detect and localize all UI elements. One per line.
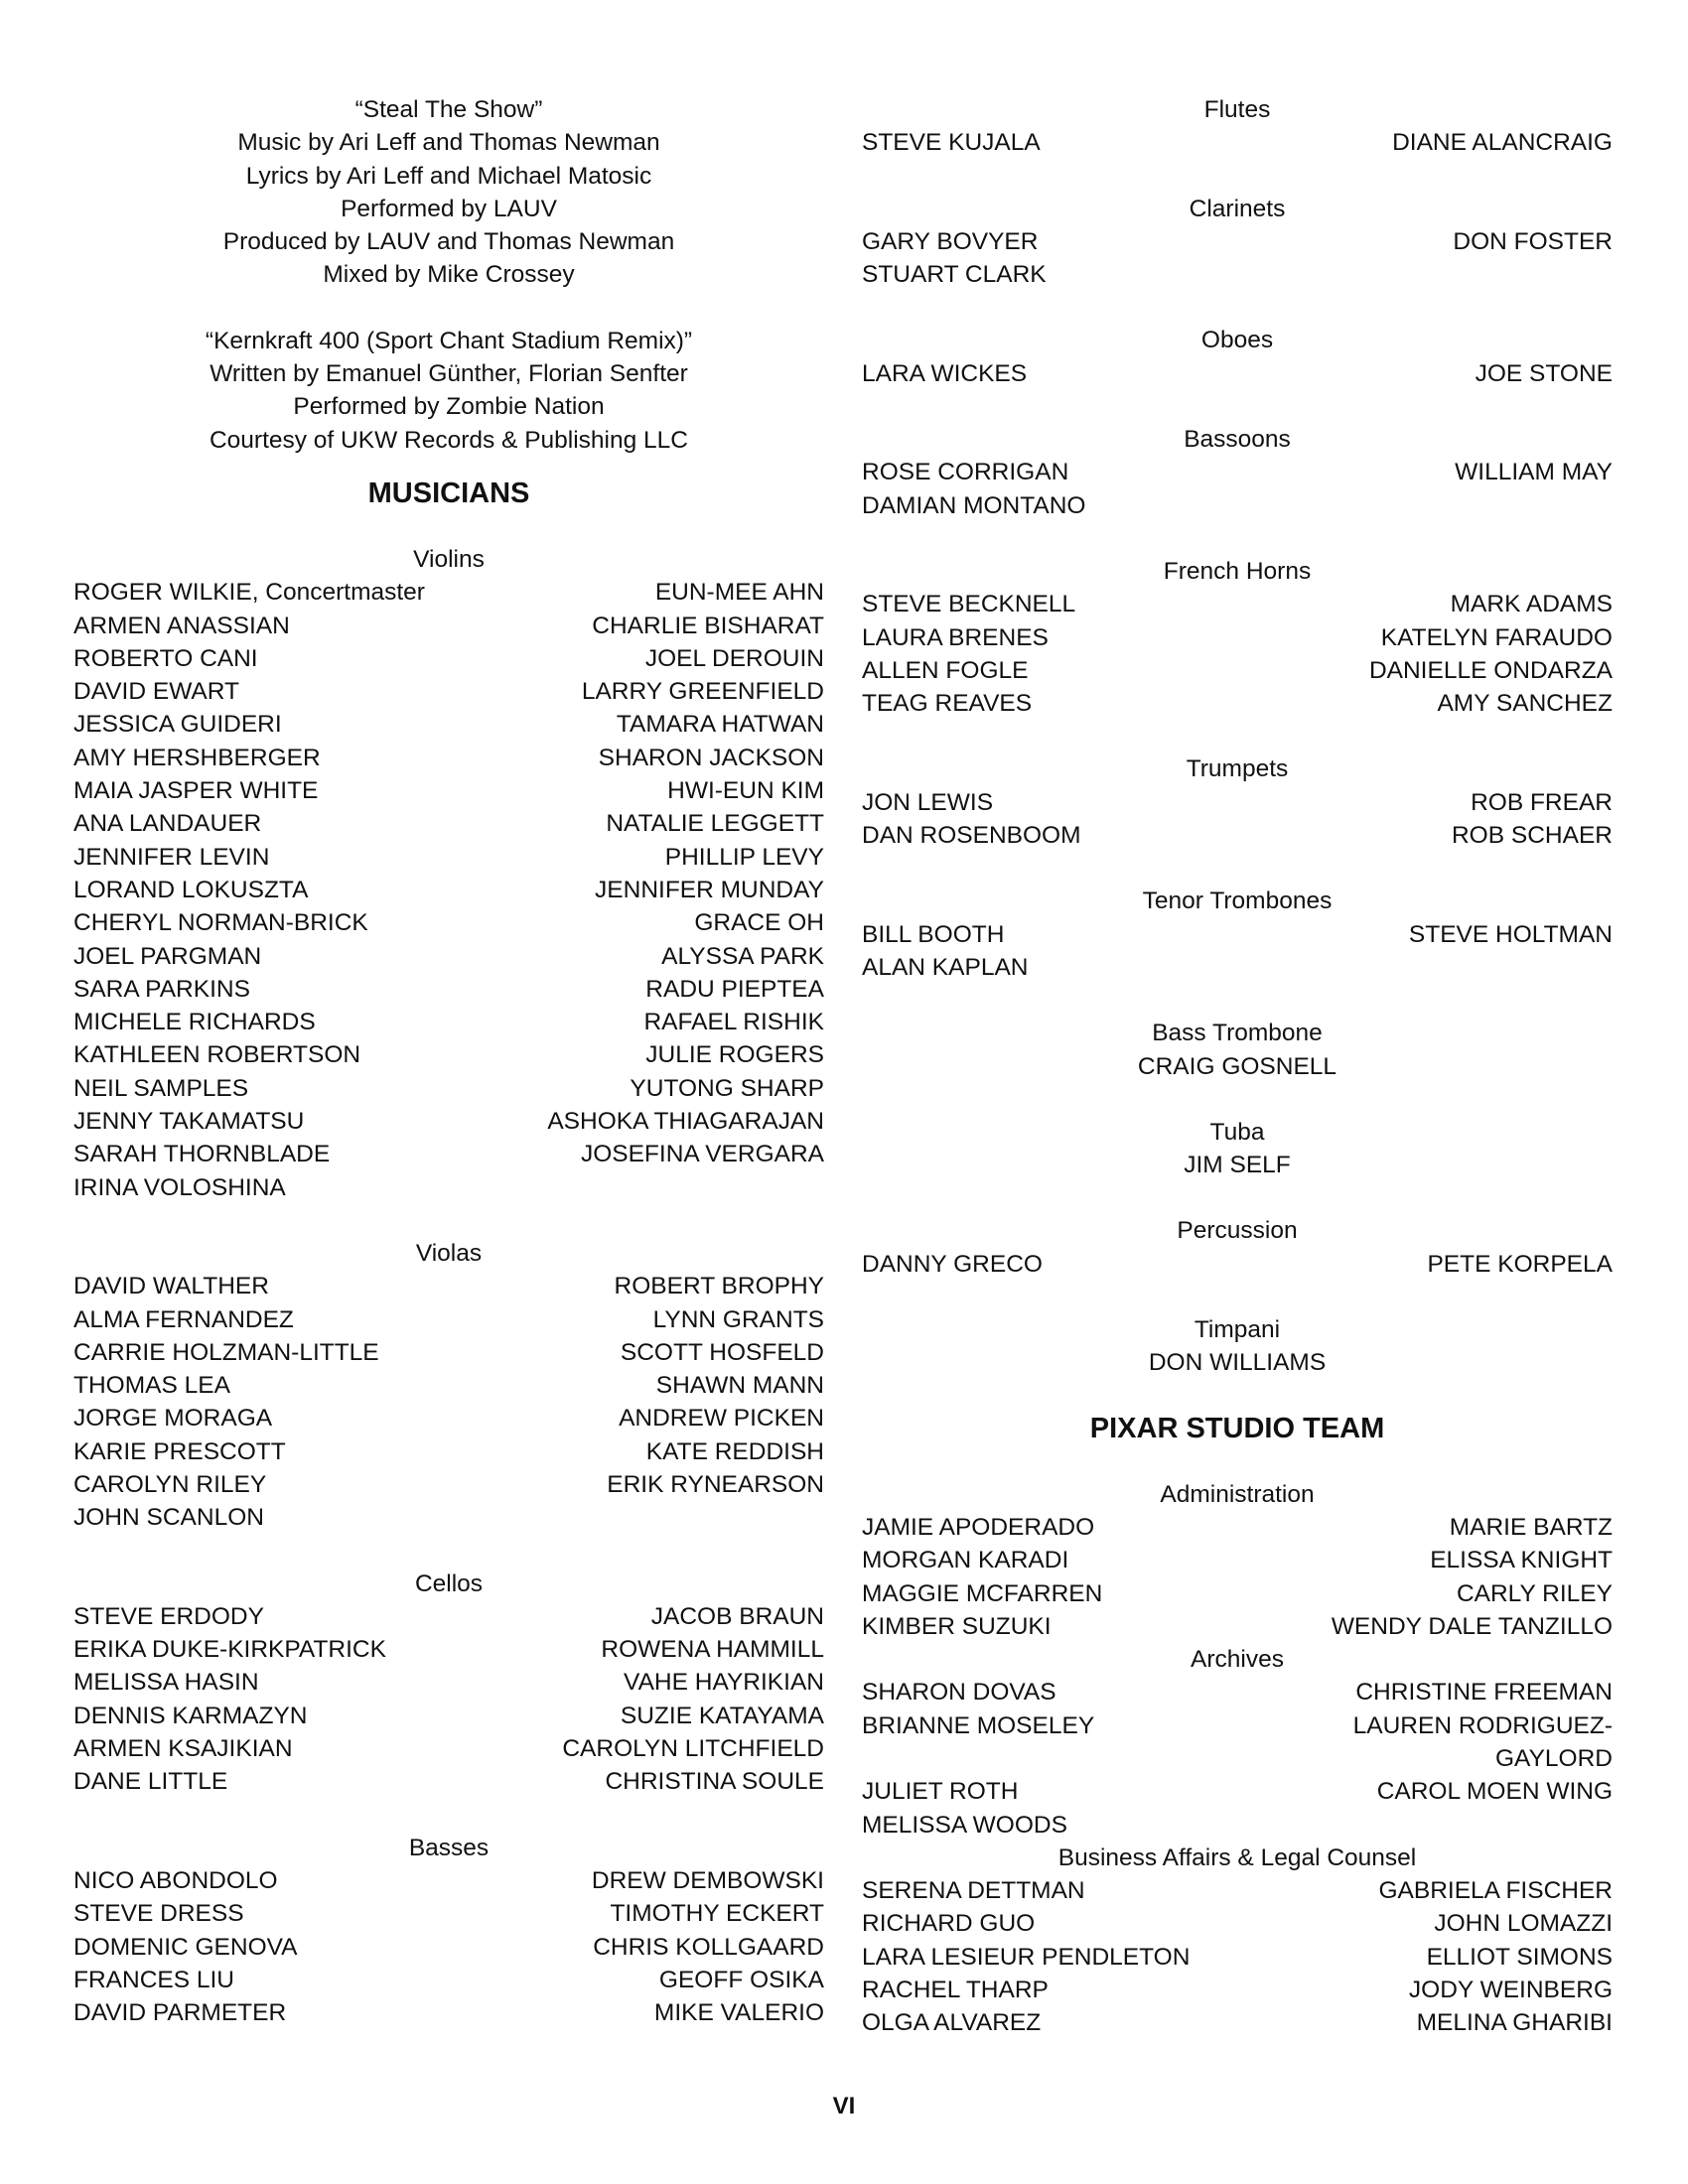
section-group [862, 1313, 1613, 1380]
credit-name: DAN ROSENBOOM [862, 822, 1081, 850]
credit-name: SHAWN MANN [655, 1372, 824, 1400]
credit-name: JULIET ROTH [862, 1778, 1019, 1806]
credit-name: ARMEN KSAJIKIAN [73, 1735, 293, 1763]
credit-name: MARK ADAMS [1450, 591, 1613, 618]
credit-name: JENNY TAKAMATSU [73, 1108, 305, 1136]
section-group [862, 1017, 1613, 1083]
song-credit-line: Written by Emanuel Günther, Florian Senfter [210, 360, 688, 388]
song-spacer [73, 292, 824, 325]
credit-name: RAFAEL RISHIK [643, 1009, 824, 1036]
credit-name: DENNIS KARMAZYN [73, 1702, 308, 1729]
credit-name: LARA LESIEUR PENDLETON [862, 1943, 1191, 1971]
credit-name: MELISSA WOODS [862, 1811, 1067, 1839]
section-group [862, 423, 1613, 522]
credit-name: ELISSA KNIGHT [1430, 1547, 1613, 1574]
credit-name: ROBERTO CANI [73, 644, 258, 672]
credit-name: JULIE ROGERS [645, 1041, 824, 1069]
song-credit-line: “Steal The Show” [354, 96, 543, 123]
credit-name: CARRIE HOLZMAN-LITTLE [73, 1338, 379, 1366]
name-grid [862, 456, 1613, 522]
credit-name [1237, 258, 1613, 291]
section-label: Oboes [1200, 327, 1274, 354]
name-grid [862, 1511, 1613, 1643]
credit-name: RICHARD GUO [862, 1910, 1036, 1938]
credit-name [449, 1171, 824, 1204]
credit-name: STEVE KUJALA [862, 129, 1041, 157]
credit-name: PETE KORPELA [1427, 1250, 1613, 1278]
credit-name: ELLIOT SIMONS [1426, 1943, 1613, 1971]
section-label: Trumpets [1186, 755, 1289, 783]
section-label: Cellos [414, 1570, 484, 1597]
credit-name: JOEL PARGMAN [73, 942, 262, 970]
credit-name: JESSICA GUIDERI [73, 711, 282, 739]
song-block [73, 325, 824, 457]
credit-name: ALAN KAPLAN [862, 953, 1029, 981]
credit-name: DOMENIC GENOVA [73, 1933, 298, 1961]
credit-name: ROGER WILKIE, Concertmaster [73, 579, 425, 607]
credit-name: ROWENA HAMMILL [601, 1636, 824, 1664]
credit-name: DAVID PARMETER [73, 1999, 287, 2027]
section-label: Bass Trombone [1152, 1020, 1323, 1047]
credit-name [449, 1501, 824, 1534]
credit-name: NATALIE LEGGETT [606, 810, 824, 838]
credit-name: ANA LANDAUER [73, 810, 262, 838]
credit-name: MELINA GHARIBI [1416, 2009, 1613, 2037]
credit-name: ARMEN ANASSIAN [73, 612, 290, 639]
section-group [862, 324, 1613, 390]
credit-name: DANNY GRECO [862, 1250, 1043, 1278]
credit-name: ROSE CORRIGAN [862, 459, 1069, 486]
credit-name: JIM SELF [1184, 1152, 1291, 1179]
credit-name: CARLY RILEY [1456, 1579, 1613, 1607]
credit-name: JON LEWIS [862, 788, 994, 816]
name-grid [862, 1874, 1613, 2039]
credit-name: MORGAN KARADI [862, 1547, 1069, 1574]
credit-name: AMY SANCHEZ [1437, 690, 1613, 718]
credit-name: EUN-MEE AHN [654, 579, 824, 607]
name-grid [862, 588, 1613, 720]
credit-name: ALYSSA PARK [661, 942, 824, 970]
credit-name: IRINA VOLOSHINA [73, 1173, 286, 1201]
section-label: Violins [413, 545, 485, 573]
credit-name: SCOTT HOSFELD [620, 1338, 824, 1366]
song-credit-line: “Kernkraft 400 (Sport Chant Stadium Remix)” [205, 327, 693, 354]
credit-name: KATE REDDISH [645, 1437, 824, 1465]
right-column [862, 93, 1613, 2040]
credit-name: SARAH THORNBLADE [73, 1141, 331, 1168]
credit-name: DREW DEMBOWSKI [591, 1866, 824, 1894]
credit-name: CHRISTINE FREEMAN [1355, 1679, 1613, 1706]
credit-name: AMY HERSHBERGER [73, 744, 321, 771]
credit-name: LAURA BRENES [862, 623, 1049, 651]
section-group [862, 1478, 1613, 1643]
credit-name: ROBERT BROPHY [614, 1273, 824, 1300]
song-block [73, 93, 824, 292]
credit-name: CRAIG GOSNELL [1137, 1052, 1337, 1080]
name-grid [73, 1864, 824, 2029]
credit-name: STEVE ERDODY [73, 1602, 264, 1630]
credit-name: GRACE OH [694, 909, 824, 937]
song-credit-line: Lyrics by Ari Leff and Michael Matosic [245, 162, 652, 190]
credit-name: MIKE VALERIO [653, 1999, 824, 2027]
name-grid [73, 576, 824, 1204]
section-label: Clarinets [1189, 195, 1286, 222]
credit-name [1237, 951, 1613, 984]
credit-name: JAMIE APODERADO [862, 1513, 1095, 1541]
credit-name: MELISSA HASIN [73, 1669, 259, 1697]
page-number: VI [832, 2093, 856, 2119]
credit-name [1237, 489, 1613, 522]
credit-name: JOSEFINA VERGARA [580, 1141, 824, 1168]
section-group [862, 1842, 1613, 2040]
name-grid [73, 1270, 824, 1534]
song-credit-line: Performed by Zombie Nation [293, 393, 605, 421]
credit-name: CHRIS KOLLGAARD [593, 1933, 824, 1961]
credit-name: WENDY DALE TANZILLO [1331, 1612, 1613, 1640]
name-grid [862, 357, 1613, 390]
credit-name: CHERYL NORMAN-BRICK [73, 909, 368, 937]
credit-name: ROB FREAR [1471, 788, 1613, 816]
credit-name: LARRY GREENFIELD [581, 678, 824, 706]
credit-name: WILLIAM MAY [1455, 459, 1613, 486]
song-credits [73, 93, 824, 457]
pixar-team-heading: PIXAR STUDIO TEAM [1089, 1412, 1385, 1444]
credit-name: NEIL SAMPLES [73, 1074, 249, 1102]
credit-name: JOE STONE [1475, 359, 1613, 387]
credit-name: LORAND LOKUSZTA [73, 876, 309, 903]
credit-name: DAVID WALTHER [73, 1273, 269, 1300]
credit-name: FRANCES LIU [73, 1966, 235, 1993]
credit-name: CHRISTINA SOULE [605, 1768, 824, 1796]
section-group [73, 543, 824, 1204]
credit-name: ERIK RYNEARSON [607, 1470, 824, 1498]
credit-name: SUZIE KATAYAMA [620, 1702, 824, 1729]
section-group [73, 1237, 824, 1535]
left-column [73, 93, 824, 2062]
credit-name: DON FOSTER [1453, 227, 1613, 255]
name-grid [862, 786, 1613, 853]
section-label: French Horns [1163, 557, 1312, 585]
credit-name: JENNIFER MUNDAY [595, 876, 824, 903]
credit-name: RADU PIEPTEA [645, 975, 824, 1003]
credit-name: SERENA DETTMAN [862, 1877, 1085, 1905]
section-group [862, 1214, 1613, 1281]
section-label: Bassoons [1184, 426, 1291, 454]
wind-sections [862, 93, 1613, 1380]
credit-name: GARY BOVYER [862, 227, 1039, 255]
section-label: Tenor Trombones [1142, 887, 1333, 915]
credit-name: KATELYN FARAUDO [1380, 623, 1613, 651]
name-grid [862, 1676, 1613, 1841]
name-grid [862, 126, 1613, 159]
credit-name: MAIA JASPER WHITE [73, 777, 319, 805]
credit-name: DAVID EWART [73, 678, 239, 706]
pixar-team-sections [862, 1478, 1613, 2040]
section-group [862, 1643, 1613, 1842]
credit-name: ERIKA DUKE-KIRKPATRICK [73, 1636, 386, 1664]
credit-name: SHARON DOVAS [862, 1679, 1056, 1706]
section-group [73, 1832, 824, 2030]
credit-name: BILL BOOTH [862, 920, 1005, 948]
credit-name: KATHLEEN ROBERTSON [73, 1041, 361, 1069]
credit-name: MARIE BARTZ [1449, 1513, 1613, 1541]
credit-name: NICO ABONDOLO [73, 1866, 278, 1894]
song-credit-line: Produced by LAUV and Thomas Newman [222, 228, 675, 256]
credit-name: STEVE BECKNELL [862, 591, 1076, 618]
section-group [73, 1568, 824, 1799]
credit-name: LAUREN RODRIGUEZ-GAYLORD [1352, 1711, 1613, 1772]
credit-name: KARIE PRESCOTT [73, 1437, 286, 1465]
name-grid [862, 918, 1613, 985]
credit-name: DON WILLIAMS [1148, 1349, 1327, 1377]
credit-name: CAROLYN LITCHFIELD [562, 1735, 824, 1763]
section-group [862, 555, 1613, 720]
section-group [862, 752, 1613, 852]
credit-name: GABRIELA FISCHER [1378, 1877, 1613, 1905]
credit-name: LARA WICKES [862, 359, 1028, 387]
song-credit-line: Performed by LAUV [341, 195, 557, 222]
section-group [862, 885, 1613, 984]
credit-name: STEVE HOLTMAN [1408, 920, 1613, 948]
credit-name: YUTONG SHARP [630, 1074, 824, 1102]
section-label: Violas [415, 1239, 483, 1267]
credit-name: JENNIFER LEVIN [73, 843, 270, 871]
credit-name: RACHEL THARP [862, 1977, 1049, 2004]
credit-name: DANIELLE ONDARZA [1368, 656, 1613, 684]
credit-name: STUART CLARK [862, 261, 1047, 289]
credit-name: JODY WEINBERG [1408, 1977, 1613, 2004]
credit-name: DANE LITTLE [73, 1768, 228, 1796]
credit-name: ALMA FERNANDEZ [73, 1305, 294, 1333]
credit-name: MICHELE RICHARDS [73, 1009, 316, 1036]
name-grid [862, 1248, 1613, 1281]
section-group [862, 93, 1613, 160]
credit-name: TIMOTHY ECKERT [610, 1900, 824, 1928]
section-label: Flutes [1203, 96, 1271, 123]
name-grid [73, 1600, 824, 1799]
song-credit-line: Courtesy of UKW Records & Publishing LLC [209, 426, 689, 454]
section-label: Tuba [1209, 1118, 1265, 1146]
section-label: Timpani [1194, 1316, 1281, 1344]
credit-name: JOEL DEROUIN [644, 644, 824, 672]
credit-name: DIANE ALANCRAIG [1392, 129, 1613, 157]
section-group [862, 1116, 1613, 1182]
section-label: Administration [1160, 1480, 1315, 1508]
musicians-heading: MUSICIANS [367, 477, 530, 509]
credit-name: TEAG REAVES [862, 690, 1033, 718]
string-sections [73, 543, 824, 2029]
credit-name [1237, 1809, 1613, 1842]
credit-name: VAHE HAYRIKIAN [624, 1669, 824, 1697]
credit-name: PHILLIP LEVY [664, 843, 824, 871]
credit-name: JACOB BRAUN [650, 1602, 824, 1630]
name-grid [862, 225, 1613, 292]
song-credit-line: Music by Ari Leff and Thomas Newman [237, 129, 660, 157]
credit-name: KIMBER SUZUKI [862, 1612, 1052, 1640]
credit-name: CHARLIE BISHARAT [592, 612, 824, 639]
section-label: Business Affairs & Legal Counsel [1057, 1843, 1417, 1871]
section-label: Percussion [1177, 1217, 1298, 1245]
song-credit-line: Mixed by Mike Crossey [323, 261, 575, 289]
credit-name: ASHOKA THIAGARAJAN [547, 1108, 824, 1136]
section-group [862, 193, 1613, 292]
credit-name: THOMAS LEA [73, 1372, 230, 1400]
credit-name: OLGA ALVAREZ [862, 2009, 1042, 2037]
section-label: Archives [1191, 1646, 1284, 1674]
credit-name: HWI-EUN KIM [667, 777, 824, 805]
credit-name: JOHN SCANLON [73, 1504, 264, 1532]
credit-name: ALLEN FOGLE [862, 656, 1029, 684]
credit-name: BRIANNE MOSELEY [862, 1711, 1095, 1739]
credit-name: SHARON JACKSON [598, 744, 824, 771]
credit-name: CAROL MOEN WING [1376, 1778, 1613, 1806]
credit-name: GEOFF OSIKA [658, 1966, 824, 1993]
credit-name: SARA PARKINS [73, 975, 250, 1003]
credit-name: DAMIAN MONTANO [862, 491, 1086, 519]
credit-name: ROB SCHAER [1451, 822, 1613, 850]
credit-name: STEVE DRESS [73, 1900, 244, 1928]
credit-name: JOHN LOMAZZI [1434, 1910, 1613, 1938]
credit-name: CAROLYN RILEY [73, 1470, 267, 1498]
credit-name: MAGGIE MCFARREN [862, 1579, 1103, 1607]
credit-name: LYNN GRANTS [652, 1305, 824, 1333]
credit-name: ANDREW PICKEN [619, 1405, 824, 1433]
credit-name: TAMARA HATWAN [616, 711, 824, 739]
section-label: Basses [408, 1834, 490, 1861]
credit-name: JORGE MORAGA [73, 1405, 273, 1433]
